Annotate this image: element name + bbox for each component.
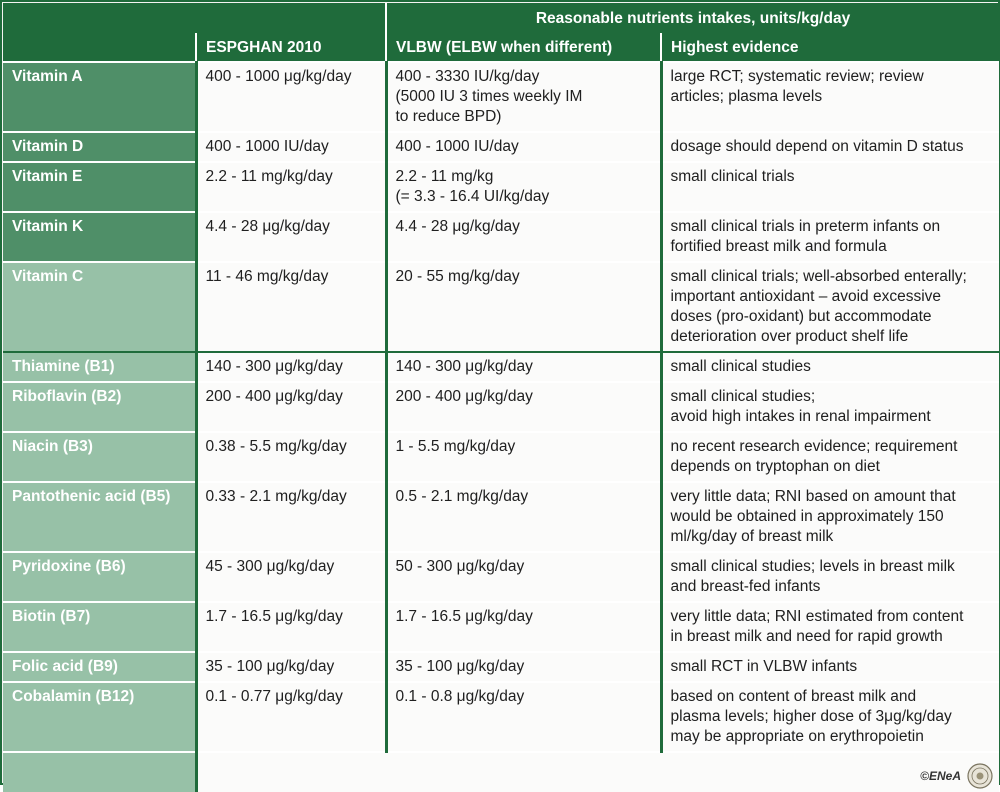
evidence-text: small clinical studies: [661, 352, 999, 382]
table-row: [3, 432, 999, 482]
enea-seal-icon: [967, 763, 993, 789]
espghan-value: 0.1 - 0.77 μg/kg/day: [196, 682, 386, 752]
vlbw-value: 2.2 - 11 mg/kg (= 3.3 - 16.4 UI/kg/day: [386, 162, 661, 212]
table-row: [3, 682, 999, 752]
vlbw-value: 20 - 55 mg/kg/day: [386, 262, 661, 352]
vlbw-value: 0.1 - 0.8 μg/kg/day: [386, 682, 661, 752]
evidence-text: very little data; RNI estimated from content in breast milk and need for rapid growth: [661, 602, 999, 652]
evidence-text: no recent research evidence; requirement depends on tryptophan on diet: [661, 432, 999, 482]
table-row: [3, 132, 999, 162]
row-label: Vitamin A: [3, 62, 196, 132]
row-label: Cobalamin (B12): [3, 682, 196, 752]
row-label: Biotin (B7): [3, 602, 196, 652]
espghan-value: 2.2 - 11 mg/kg/day: [196, 162, 386, 212]
vlbw-value: 140 - 300 μg/kg/day: [386, 352, 661, 382]
header-corner: [3, 3, 196, 33]
vlbw-value: 4.4 - 28 μg/kg/day: [386, 212, 661, 262]
footer-label-blank: [3, 752, 196, 792]
table-row: [3, 62, 999, 132]
evidence-text: small RCT in VLBW infants: [661, 652, 999, 682]
evidence-text: small clinical trials; well-absorbed enterally; important antioxidant – avoid excessive doses (pro-oxidant) but accommodate deterioration over product shelf life: [661, 262, 999, 352]
vlbw-value: 400 - 3330 IU/kg/day (5000 IU 3 times weekly IM to reduce BPD): [386, 62, 661, 132]
copyright-text: ©ENeA: [920, 769, 962, 783]
table-row: [3, 352, 999, 382]
column-header-evidence: Highest evidence: [661, 33, 999, 62]
row-label: Folic acid (B9): [3, 652, 196, 682]
row-label: Riboflavin (B2): [3, 382, 196, 432]
espghan-value: 200 - 400 μg/kg/day: [196, 382, 386, 432]
evidence-text: very little data; RNI based on amount that would be obtained in approximately 150 ml/kg/day of breast milk: [661, 482, 999, 552]
evidence-text: small clinical studies; avoid high intakes in renal impairment: [661, 382, 999, 432]
vlbw-value: 400 - 1000 IU/day: [386, 132, 661, 162]
table-row: [3, 162, 999, 212]
row-label: Pantothenic acid (B5): [3, 482, 196, 552]
row-label: Vitamin K: [3, 212, 196, 262]
evidence-text: large RCT; systematic review; review articles; plasma levels: [661, 62, 999, 132]
vlbw-value: 1.7 - 16.5 μg/kg/day: [386, 602, 661, 652]
column-header-espghan: ESPGHAN 2010: [196, 33, 386, 62]
row-label: Pyridoxine (B6): [3, 552, 196, 602]
footer-cell: [196, 752, 999, 792]
vlbw-value: 200 - 400 μg/kg/day: [386, 382, 661, 432]
nutrient-intake-table: [3, 3, 999, 792]
evidence-text: small clinical trials in preterm infants on fortified breast milk and formula: [661, 212, 999, 262]
vlbw-value: 0.5 - 2.1 mg/kg/day: [386, 482, 661, 552]
header-blank: [3, 33, 196, 62]
table-body: [3, 62, 999, 792]
footer-row: [3, 752, 999, 792]
header-group-row: [3, 3, 999, 33]
espghan-value: 400 - 1000 μg/kg/day: [196, 62, 386, 132]
table-row: [3, 602, 999, 652]
table-row: [3, 212, 999, 262]
vlbw-value: 1 - 5.5 mg/kg/day: [386, 432, 661, 482]
row-label: Niacin (B3): [3, 432, 196, 482]
header-group-title: Reasonable nutrients intakes, units/kg/day: [386, 3, 999, 33]
column-header-vlbw: VLBW (ELBW when different): [386, 33, 661, 62]
table-row: [3, 652, 999, 682]
espghan-value: 1.7 - 16.5 μg/kg/day: [196, 602, 386, 652]
evidence-text: small clinical studies; levels in breast milk and breast-fed infants: [661, 552, 999, 602]
espghan-value: 0.38 - 5.5 mg/kg/day: [196, 432, 386, 482]
table-row: [3, 382, 999, 432]
vlbw-value: 35 - 100 μg/kg/day: [386, 652, 661, 682]
row-label: Vitamin E: [3, 162, 196, 212]
vlbw-value: 50 - 300 μg/kg/day: [386, 552, 661, 602]
row-label: Vitamin D: [3, 132, 196, 162]
row-label: Thiamine (B1): [3, 352, 196, 382]
espghan-value: 140 - 300 μg/kg/day: [196, 352, 386, 382]
evidence-text: small clinical trials: [661, 162, 999, 212]
espghan-value: 0.33 - 2.1 mg/kg/day: [196, 482, 386, 552]
espghan-value: 4.4 - 28 μg/kg/day: [196, 212, 386, 262]
header-corner-2: [196, 3, 386, 33]
evidence-text: dosage should depend on vitamin D status: [661, 132, 999, 162]
row-label: Vitamin C: [3, 262, 196, 352]
espghan-value: 400 - 1000 IU/day: [196, 132, 386, 162]
espghan-value: 45 - 300 μg/kg/day: [196, 552, 386, 602]
header-columns-row: [3, 33, 999, 62]
table-row: [3, 262, 999, 352]
espghan-value: 35 - 100 μg/kg/day: [196, 652, 386, 682]
espghan-value: 11 - 46 mg/kg/day: [196, 262, 386, 352]
table-row: [3, 482, 999, 552]
evidence-text: based on content of breast milk and plasma levels; higher dose of 3μg/kg/day may be appropriate on erythropoietin: [661, 682, 999, 752]
table-row: [3, 552, 999, 602]
